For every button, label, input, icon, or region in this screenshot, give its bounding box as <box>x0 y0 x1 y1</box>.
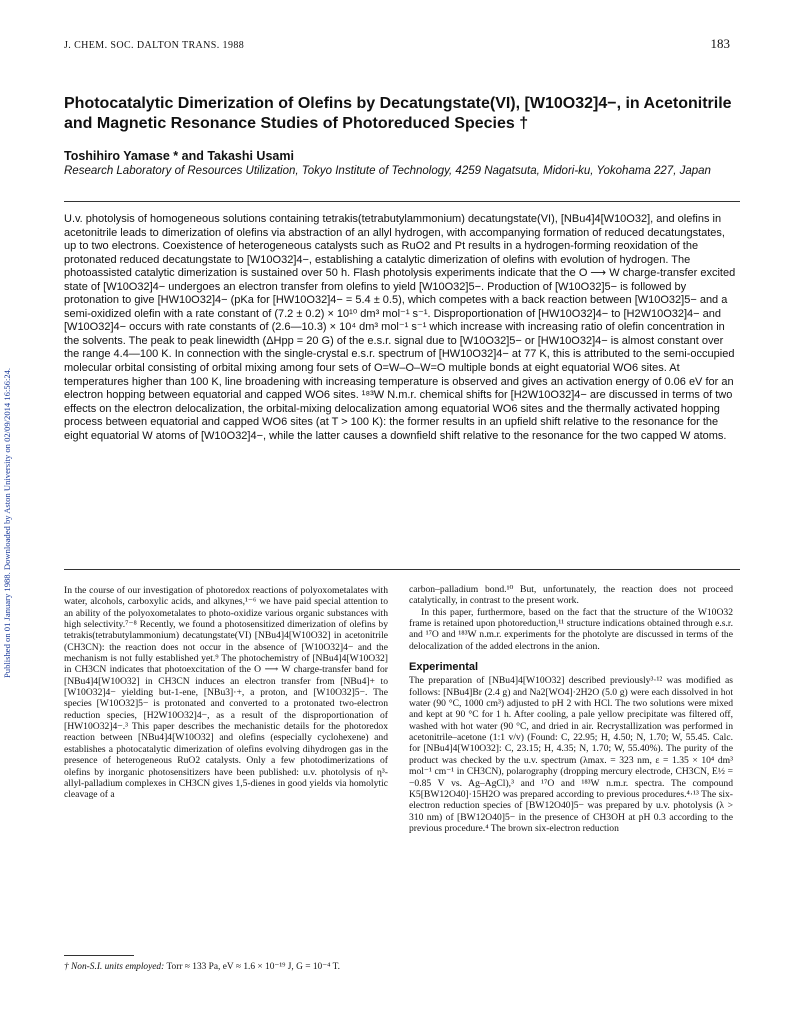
footnote-lead: † Non-S.I. units employed: <box>64 962 165 972</box>
abstract-bottom-rule <box>64 569 740 570</box>
abstract-top-rule <box>64 201 740 202</box>
left-column <box>64 585 388 801</box>
paper-authors: Toshihiro Yamase * and Takashi Usami <box>64 149 294 163</box>
right-column <box>409 584 733 834</box>
journal-header: J. CHEM. SOC. DALTON TRANS. 1988 <box>64 40 245 51</box>
intro-continuation-paragraph: carbon–palladium bond.¹⁰ But, unfortunately, the reaction does not proceed catalytically, in contrast to the present work. <box>409 584 733 607</box>
abstract-text: U.v. photolysis of homogeneous solutions containing tetrakis(tetrabutylammonium) decatungstate(VI), [NBu4]4[W10O32], and olefins in acetonitrile leads to dimerization of olefins via abstraction of an allyl hydrogen, with accompanying formation of reduced decatungstates, up to two electrons. Coexistence of heterogeneous catalysts such as RuO2 and Pt results in a hydrogen-forming reoxidation of the protonated reduced decatungstate to [W10O32]4−, establishing a catalytic dimerization of olefins with evolution of hydrogen. The photoassisted catalytic dimerization is sustained over 50 h. Flash photolysis experiments indicate that the O ⟶ W charge-transfer excited state of [W10O32]4− undergoes an electron transfer from olefins to yield [W10O32]5−. Production of [W10O32]5− is followed by protonation to give [HW10O32]4− (pKa for [HW10O32]4− = 5.4 ± 0.5), which competes with a back reaction between [W10O32]5− and a semi-oxidized olefin with a rate constant of (7.2 ± 0.2) × 10¹⁰ dm³ mol⁻¹ s⁻¹. Disproportionation of [HW10O32]4− to [H2W10O32]4− and [W10O32]4− occurs with rate constants of (2.6—10.3) × 10⁴ dm³ mol⁻¹ s⁻¹ which increase with increasing ratio of olefin concentration in the solvents. The peak to peak linewidth (ΔHpp = 20 G) of the e.s.r. signal due to [W10O32]5− or [HW10O32]4− is almost constant over the range 4.4—100 K. In connection with the single-crystal e.s.r. spectrum of [HW10O32]4− at 77 K, this is attributed to the semi-occupied molecular orbital consisting of orbital mixing among four sets of O=W–O–W=O multiple bonds at eight equatorial WO6 sites. At temperatures higher than 100 K, line broadening with increasing temperature is observed and gives an activation energy of 0.06 eV for an electron hopping between equatorial and capped WO6 sites. ¹⁸³W N.m.r. chemical shifts for [H2W10O32]4− are discussed in terms of two effects on the electron delocalization, the orbital-mixing delocalization among equatorial WO6 sites and the thermally activated hopping process between equatorial and capped WO6 sites (at T > 100 K): the former results in an upfield shift relative to the resonance for the eight equatorial W atoms of [W10O32]4−, while the latter causes a downfield shift relative to the resonance for the two capped W atoms. <box>64 213 736 442</box>
footnote-text: Torr ≈ 133 Pa, eV ≈ 1.6 × 10⁻¹⁹ J, G = 10⁻⁴ T. <box>166 962 340 972</box>
experimental-paragraph: The preparation of [NBu4]4[W10O32] described previously³·¹² was modified as follows: [NBu4]Br (2.4 g) and Na2[WO4]·2H2O (5.0 g) were each dissolved in hot water (90 °C, 1000 cm³) adjusted to pH 2 with HCl. The two solutions were mixed and kept at 90 °C for 1 h. After cooling, a pale yellow precipitate was filtered off, washed with hot water (90 °C, and dried in air. Recrystallization was performed in acetonitrile–acetone (1:1 v/v) (Found: C, 22.95; H, 4.50; N, 1.70; W, 55.45. Calc. for [NBu4]4[W10O32]: C, 23.15; H, 4.35; N, 1.70; W, 55.40%). The purity of the product was checked by the u.v. spectrum (λmax. = 323 nm, ε = 1.35 × 10⁴ dm³ mol⁻¹ cm⁻¹ in CH3CN), polarography (dropping mercury electrode, CH3CN, E½ = −0.85 V vs. Ag–AgCl),³ and ¹⁷O and ¹⁸³W n.m.r. spectra. The compound K5[BW12O40]·15H2O was prepared according to previous procedures.⁴·¹³ The six-electron reduction species of [BW12O40]5− was prepared by u.v. photolysis (λ > 310 nm) of [BW12O40]5− in the presence of CH3OH at pH 0.3 according to the previous procedure.⁴ The brown six-electron reduction <box>409 675 733 834</box>
page-number: 183 <box>710 36 730 51</box>
units-footnote <box>64 962 384 974</box>
paper-title: Photocatalytic Dimerization of Olefins by Decatungstate(VI), [W10O32]4−, in Acetonitrile and Magnetic Resonance Studies of Photoreduced Species † <box>64 95 732 132</box>
footnote-rule <box>64 955 134 956</box>
author-affiliation: Research Laboratory of Resources Utilization, Tokyo Institute of Technology, 4259 Nagatsuta, Midori-ku, Yokohama 227, Japan <box>64 165 711 177</box>
download-watermark: Published on 01 January 1988. Downloaded by Aston University on 02/09/2014 16:56:24. <box>2 367 12 678</box>
intro-paragraph: In the course of our investigation of photoredox reactions of polyoxometalates with water, alcohols, carboxylic acids, and alkynes,¹⁻⁶ we have paid special attention to an ability of the polyoxometalates to photo-oxidize various organic substances with high selectivity.⁷⁻⁸ Recently, we found a photosensitized dimerization of olefins by tetrakis(tetrabutylammonium) decatungstate(VI) [NBu4]4[W10O32] in acetonitrile (CH3CN): the reaction does not occur in the absence of [W10O32]4− and the mechanism is not fully established yet.⁹ The photochemistry of [NBu4]4[W10O32] in CH3CN indicates that photoexcitation of the O ⟶ W charge-transfer band for [NBu4]4[W10O32] in CH3CN induces an electron transfer from [NBu4]+ to [W10O32]4− yielding but-1-ene, [NBu3]·+, a proton, and [W10O32]5−. The species [W10O32]5− is protonated and converted to a protonated two-electron reduction species, [H2W10O32]4−, as a result of the disproportionation of [HW10O32]4−.³ This paper describes the mechanistic details for the photoredox reaction between [NBu4]4[W10O32] and olefins (especially cyclohexene) and establishes a photocatalytic dimerization of olefins evolving dihydrogen gas in the presence of heterogeneous RuO2 catalysts. Only a few photodimerizations of olefins by inorganic photosensitizers have been published: u.v. photolysis of η³-allyl-palladium complexes in CH3CN gives 1,5-dienes in good yields via homolytic cleavage of a <box>64 585 388 801</box>
structure-paragraph: In this paper, furthermore, based on the fact that the structure of the W10O32 frame is retained upon photoreduction,¹¹ structure indications obtained through e.s.r. and ¹⁷O and ¹⁸³W n.m.r. experiments for the photolyte are discussed in terms of the delocalization of the added electrons in the anion. <box>409 606 733 652</box>
experimental-heading: Experimental <box>409 661 479 674</box>
